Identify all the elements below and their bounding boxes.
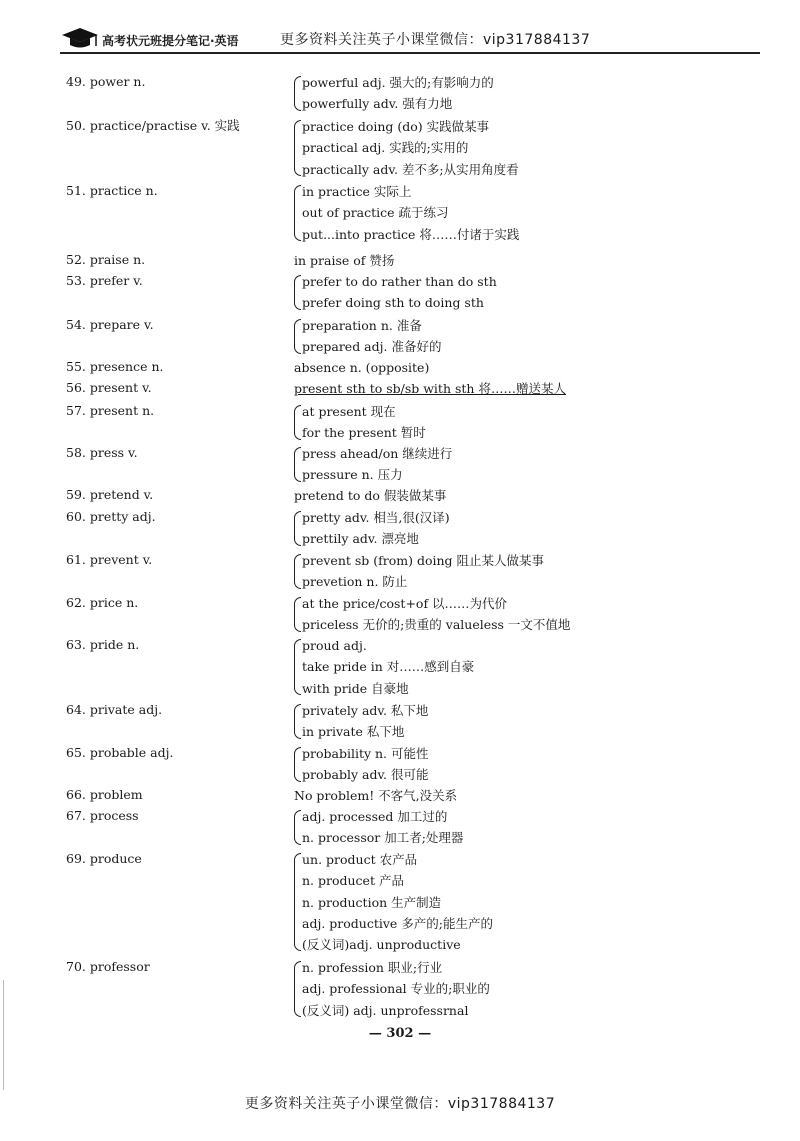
item: absence n. (opposite) [294, 360, 430, 375]
item: prettily adv. 漂亮地 [302, 531, 419, 547]
entry-head: 53. prefer v. [66, 273, 143, 288]
entry-items [294, 378, 764, 399]
entry-items [294, 785, 764, 806]
entry-head: 50. practice/practise v. 实践 [66, 118, 240, 133]
item: preparation n. 准备 [302, 318, 422, 333]
item: prevent sb (from) doing 阻止某人做某事 [302, 553, 545, 568]
entry-items [294, 743, 772, 786]
margin-line [3, 980, 4, 1090]
item: prepared adj. 准备好的 [302, 339, 442, 355]
entry-head: 64. private adj. [66, 702, 163, 717]
entry-items [294, 700, 772, 743]
item: No problem! 不客气,没关系 [294, 788, 458, 803]
entry-head: 70. professor [66, 959, 150, 974]
entry-items [294, 849, 772, 955]
item: put...into practice 将……付诸于实践 [302, 226, 520, 242]
item: press ahead/on 继续进行 [302, 446, 453, 461]
item: at the price/cost+of 以……为代价 [302, 596, 508, 611]
item: in praise of 赞扬 [294, 253, 395, 268]
entry-items [294, 271, 772, 314]
entry-head: 57. present n. [66, 403, 155, 418]
entry-items [294, 357, 764, 378]
entry-items [294, 443, 772, 486]
item: adj. professional 专业的;职业的 [302, 981, 490, 997]
item: (反义词) adj. unprofessrnal [302, 1002, 469, 1018]
item: take pride in 对……感到自豪 [302, 659, 475, 675]
entry-head: 49. power n. [66, 74, 146, 89]
item: pretend to do 假装做某事 [294, 488, 447, 503]
entry-items [294, 507, 772, 550]
item: pretty adv. 相当,很(汉译) [302, 510, 450, 525]
item: n. processor 加工者;处理器 [302, 830, 464, 846]
entry-head: 65. probable adj. [66, 745, 174, 760]
item: privately adv. 私下地 [302, 703, 429, 718]
item: pressure n. 压力 [302, 467, 403, 483]
entry-items [294, 593, 772, 636]
item: in practice 实际上 [302, 184, 412, 199]
entry-items [294, 72, 772, 115]
item: adj. productive 多产的;能生产的 [302, 915, 493, 931]
header-watermark: 更多资料关注英子小课堂微信：vip317884137 [280, 32, 591, 48]
item: practical adj. 实践的;实用的 [302, 140, 469, 156]
entry-head: 69. produce [66, 851, 142, 866]
entry-head: 60. pretty adj. [66, 509, 156, 524]
item: practically adv. 差不多;从实用角度看 [302, 161, 519, 177]
item: probability n. 可能性 [302, 746, 429, 761]
item: out of practice 疏于练习 [302, 205, 449, 221]
item: (反义词)adj. unproductive [302, 937, 461, 953]
footer-watermark: 更多资料关注英子小课堂微信：vip317884137 [244, 1096, 556, 1112]
entry-items [294, 485, 764, 506]
entry-items [294, 401, 772, 444]
item: for the present 暂时 [302, 425, 426, 441]
entry-head: 55. presence n. [66, 359, 164, 374]
entry-items [294, 550, 772, 593]
item: practice doing (do) 实践做某事 [302, 119, 490, 134]
item: proud adj. [302, 638, 367, 653]
entry-head: 52. praise n. [66, 252, 146, 267]
item: at present 现在 [302, 404, 396, 419]
item: prefer doing sth to doing sth [302, 295, 484, 311]
item: present sth to sb/sb with sth 将……赠送某人 [294, 381, 566, 396]
item: in private 私下地 [302, 724, 405, 740]
header-title: 高考状元班提分笔记·英语 [102, 34, 239, 48]
page-number: — 302 — [368, 1026, 432, 1041]
entry-head: 59. pretend v. [66, 487, 154, 502]
entry-items [294, 116, 772, 180]
entry-items [294, 635, 772, 699]
entry-head: 66. problem [66, 787, 143, 802]
entry-head: 63. pride n. [66, 637, 140, 652]
item: n. profession 职业;行业 [302, 960, 443, 975]
item: adj. processed 加工过的 [302, 809, 448, 824]
item: with pride 自豪地 [302, 680, 409, 696]
entry-head: 61. prevent v. [66, 552, 153, 567]
entry-items [294, 957, 772, 1021]
entry-items [294, 181, 772, 245]
entry-items [294, 315, 772, 358]
entry-head: 62. price n. [66, 595, 139, 610]
entry-head: 58. press v. [66, 445, 138, 460]
item: powerfully adv. 强有力地 [302, 96, 453, 112]
entry-items [294, 250, 764, 271]
item: prevetion n. 防止 [302, 574, 408, 590]
item: powerful adj. 强大的;有影响力的 [302, 75, 494, 90]
item: prefer to do rather than do sth [302, 274, 497, 289]
entry-head: 67. process [66, 808, 139, 823]
entry-head: 54. prepare v. [66, 317, 154, 332]
entry-items [294, 806, 772, 849]
item: un. product 农产品 [302, 852, 418, 867]
item: n. producet 产品 [302, 873, 404, 889]
item: probably adv. 很可能 [302, 767, 429, 783]
entry-head: 56. present v. [66, 380, 152, 395]
item: priceless 无价的;贵重的 valueless 一文不值地 [302, 617, 571, 633]
entry-head: 51. practice n. [66, 183, 158, 198]
item: n. production 生产制造 [302, 894, 442, 910]
